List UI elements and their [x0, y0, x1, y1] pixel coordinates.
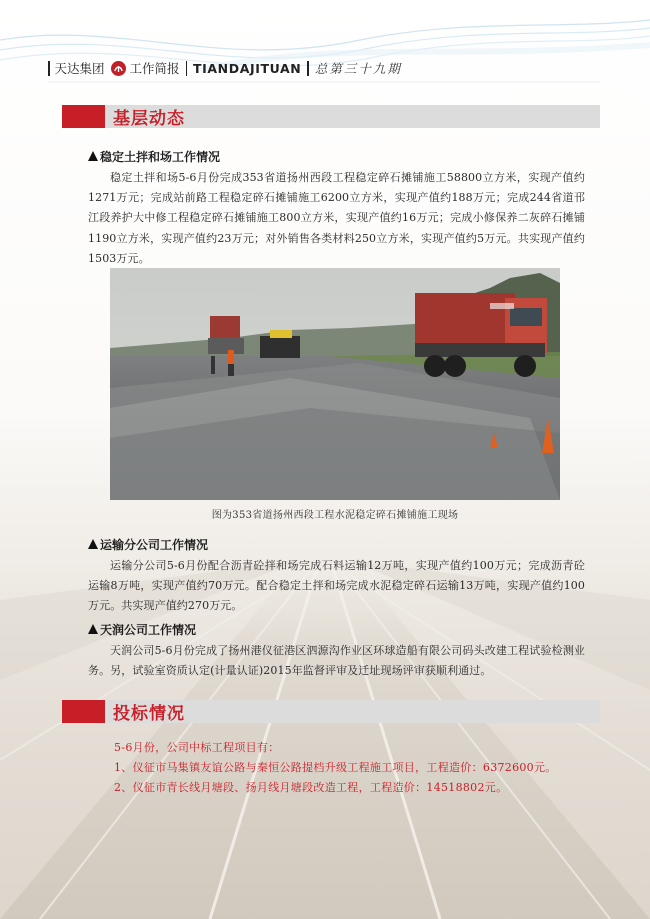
section-accent-block	[62, 105, 105, 128]
section-title: 投标情况	[113, 704, 185, 724]
header-separator	[307, 61, 309, 76]
item-heading	[88, 535, 585, 553]
item-heading-text: 天润公司工作情况	[100, 622, 197, 637]
item-body: 稳定土拌和场5-6月份完成353省道扬州西段工程稳定碎石摊铺施工58800立方米，实现产值约1271万元；完成站前路工程稳定碎石摊铺施工6200立方米，实现产值约188万元；完成244省道邗江段养护大中修工程稳定碎石摊铺施工800立方米，实现产值约16万元；完成小修保养二灰碎石摊铺1190立方米，实现产值约23万元；对外销售各类材料250立方米，实现产值约5万元。共实现产值约1503万元。	[88, 171, 585, 265]
bid-item: 2、仪征市青长线月塘段、扬月线月塘段改造工程，工程造价：14518802元。	[114, 781, 508, 794]
item-body: 运输分公司5-6月份配合沥青砼拌和场完成石料运输12万吨，实现产值约100万元；完成沥青砼运输8万吨，实现产值约70万元。配合稳定土拌和场完成水泥稳定碎石运输13万吨，实现产值约100万元。共实现产值约270万元。	[88, 559, 585, 613]
item-heading	[88, 620, 585, 638]
bid-intro: 5-6月份，公司中标工程项目有：	[114, 741, 280, 754]
triangle-bullet-icon	[88, 539, 98, 549]
triangle-bullet-icon	[88, 151, 98, 161]
section-title: 基层动态	[113, 109, 185, 129]
section-header-news	[62, 105, 600, 128]
item-heading-text: 稳定土拌和场工作情况	[100, 149, 221, 164]
issue-number: 总第三十九期	[314, 61, 402, 76]
construction-site-photo	[110, 268, 560, 500]
item-heading-text: 运输分公司工作情况	[100, 537, 209, 552]
section-accent-block	[62, 700, 105, 723]
item-body: 天润公司5-6月份完成了扬州港仪征港区泗源沟作业区环球造船有限公司码头改建工程试验检测业务。另，试验室资质认定(计量认证)2015年监督评审及迁址现场评审获顺利通过。	[88, 644, 585, 678]
section-title-bar	[105, 700, 600, 723]
tianda-logo-icon	[111, 61, 126, 76]
header-separator	[48, 61, 50, 76]
bid-results-list	[114, 738, 594, 798]
header-wave-decoration	[0, 0, 650, 100]
page-header	[48, 58, 402, 78]
item-heading	[88, 147, 585, 165]
company-name: 天达集团	[54, 61, 105, 76]
photo-caption: 图为353省道扬州西段工程水泥稳定碎石摊铺施工现场	[211, 510, 459, 521]
news-item-tianrun	[88, 620, 585, 681]
news-item-transport	[88, 535, 585, 617]
bid-item: 1、仪征市马集镇友谊公路与秦恒公路提档升级工程施工项目，工程造价：6372600元。	[114, 761, 557, 774]
header-separator	[186, 61, 188, 76]
section-header-bidding	[62, 700, 600, 723]
publication-name: 工作简报	[129, 61, 180, 76]
triangle-bullet-icon	[88, 624, 98, 634]
section-title-bar	[105, 105, 600, 128]
news-item-mixing-plant	[88, 147, 585, 269]
brand-english: TIANDAJITUAN	[193, 60, 302, 76]
